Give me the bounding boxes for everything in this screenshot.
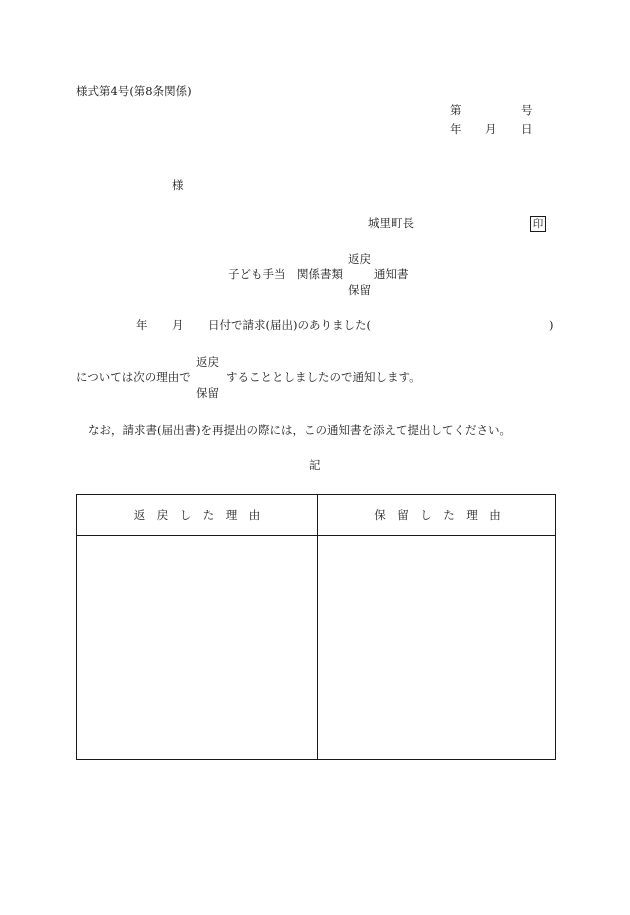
request-text: 日付で請求(届出)のありました(: [208, 318, 371, 332]
date-day: 日: [521, 122, 533, 136]
addressee-honorific: 様: [172, 178, 184, 192]
resubmission-note: なお，請求書(届出書)を再提出の際には，この通知書を添えて提出してください。: [88, 423, 511, 437]
document-number-suffix: 号: [521, 103, 533, 117]
form-number: 様式第4号(第8条関係): [76, 84, 192, 98]
return-reason-header: 返 戻 し た 理 由: [133, 508, 261, 522]
issuer-name: 城里町長: [368, 216, 414, 230]
hold-reason-cell: [318, 536, 555, 759]
title-prefix: 子ども手当 関係書類: [228, 267, 343, 281]
reason-prefix: については次の理由で: [76, 370, 191, 384]
ki-heading: 記: [309, 458, 321, 472]
return-reason-cell: [77, 536, 317, 759]
request-year: 年: [136, 318, 148, 332]
title-option-return: 返戻: [348, 252, 371, 266]
request-month: 月: [172, 318, 184, 332]
document-number-label: 第: [450, 103, 462, 117]
request-close-paren: ): [549, 318, 554, 332]
reason-suffix: することとしましたので通知します。: [226, 370, 421, 384]
hold-reason-header: 保 留 し た 理 由: [374, 508, 501, 522]
reason-option-hold: 保留: [196, 386, 219, 400]
title-option-hold: 保留: [348, 283, 371, 297]
reasons-table: [76, 494, 556, 760]
seal-mark: 印: [530, 216, 546, 232]
date-year: 年: [450, 122, 462, 136]
date-month: 月: [485, 122, 497, 136]
reason-option-return: 返戻: [196, 355, 219, 369]
title-suffix: 通知書: [374, 267, 409, 281]
